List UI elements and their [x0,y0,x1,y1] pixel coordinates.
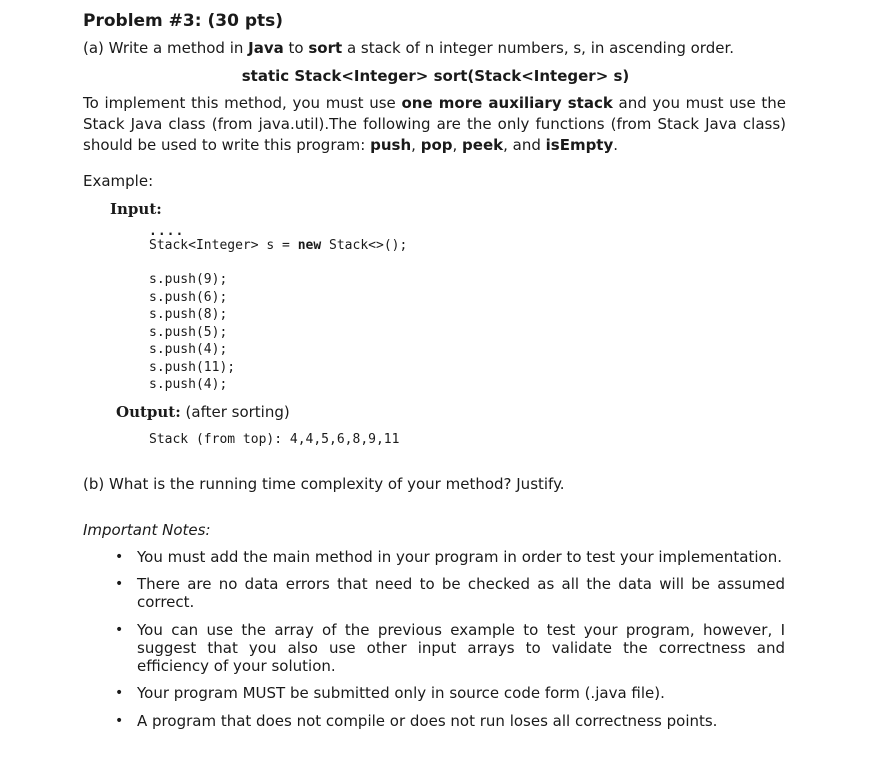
code-decl-prefix: Stack<Integer> s = [149,238,298,253]
note-text: Your program MUST be submitted only in source code form (.java file). [137,684,665,702]
bullet: • [115,549,124,565]
instructions-paragraph [83,93,786,156]
func-isempty: isEmpty [545,136,614,154]
code-line: s.push(8); [149,307,228,322]
note-text: There are no data errors that need to be checked as all the data will be assumed correct. [137,575,785,611]
part-a-question [83,38,734,59]
part-a-lang: Java [248,39,284,57]
problem-title: Problem #3: (30 pts) [83,11,283,31]
note-item [115,684,785,702]
output-value: Stack (from top): 4,4,5,6,8,9,11 [149,432,400,447]
bullet: • [115,713,124,729]
note-item [115,621,785,675]
note-text: You can use the array of the previous example to test your program, however, I suggest that you also use other input arrays to validate the correctness and efficiency of your solution. [137,621,785,675]
instructions-sep2: , [452,136,463,154]
code-line: s.push(4); [149,342,228,357]
func-pop: pop [420,136,453,154]
code-line: s.push(6); [149,289,228,305]
code-decl-suffix: Stack<>(); [321,238,408,253]
example-label: Example: [83,172,154,190]
bullet: • [115,685,124,701]
part-a-rest: a stack of n integer numbers, s, in ascending order. [342,39,735,57]
part-b-question: (b) What is the running time complexity of your method? Justify. [83,475,565,493]
bullet: • [115,622,124,638]
instructions-auxiliary-stack: one more auxiliary stack [401,94,613,112]
code-line: s.push(11); [149,359,236,375]
input-label: Input: [110,200,162,218]
bullet: • [115,576,124,592]
instructions-t1: To implement this method, you must use [83,94,402,112]
instructions-t2: and you must use the Stack Java class (from java.util).The following are the only functions (from Stack Java class) should be used to write this program: [83,94,786,154]
code-dots: .... [149,224,185,239]
code-declaration [149,237,407,255]
output-note: (after sorting) [180,403,290,421]
part-a-verb: sort [308,39,343,57]
func-push: push [370,136,412,154]
part-a-mid: to [283,39,309,57]
method-signature [0,66,879,87]
note-item [115,712,785,730]
note-text: A program that does not compile or does not run loses all correctness points. [137,712,718,730]
note-item [115,548,785,566]
instructions-sep1: , [411,136,421,154]
code-line: s.push(5); [149,324,228,340]
method-signature-text: static Stack<Integer> sort(Stack<Integer> s) [241,67,630,85]
instructions-end: . [613,136,619,154]
code-decl-keyword: new [297,238,322,253]
note-item [115,575,785,611]
notes-heading: Important Notes: [83,521,211,539]
output-line [116,402,290,423]
func-peek: peek [462,136,504,154]
code-line: s.push(4); [149,377,228,392]
instructions-sep3: , and [503,136,546,154]
part-a-prefix: (a) Write a method in [83,39,249,57]
code-line: s.push(9); [149,272,228,287]
output-label: Output: [116,403,181,421]
note-text: You must add the main method in your program in order to test your implementation. [137,548,782,566]
